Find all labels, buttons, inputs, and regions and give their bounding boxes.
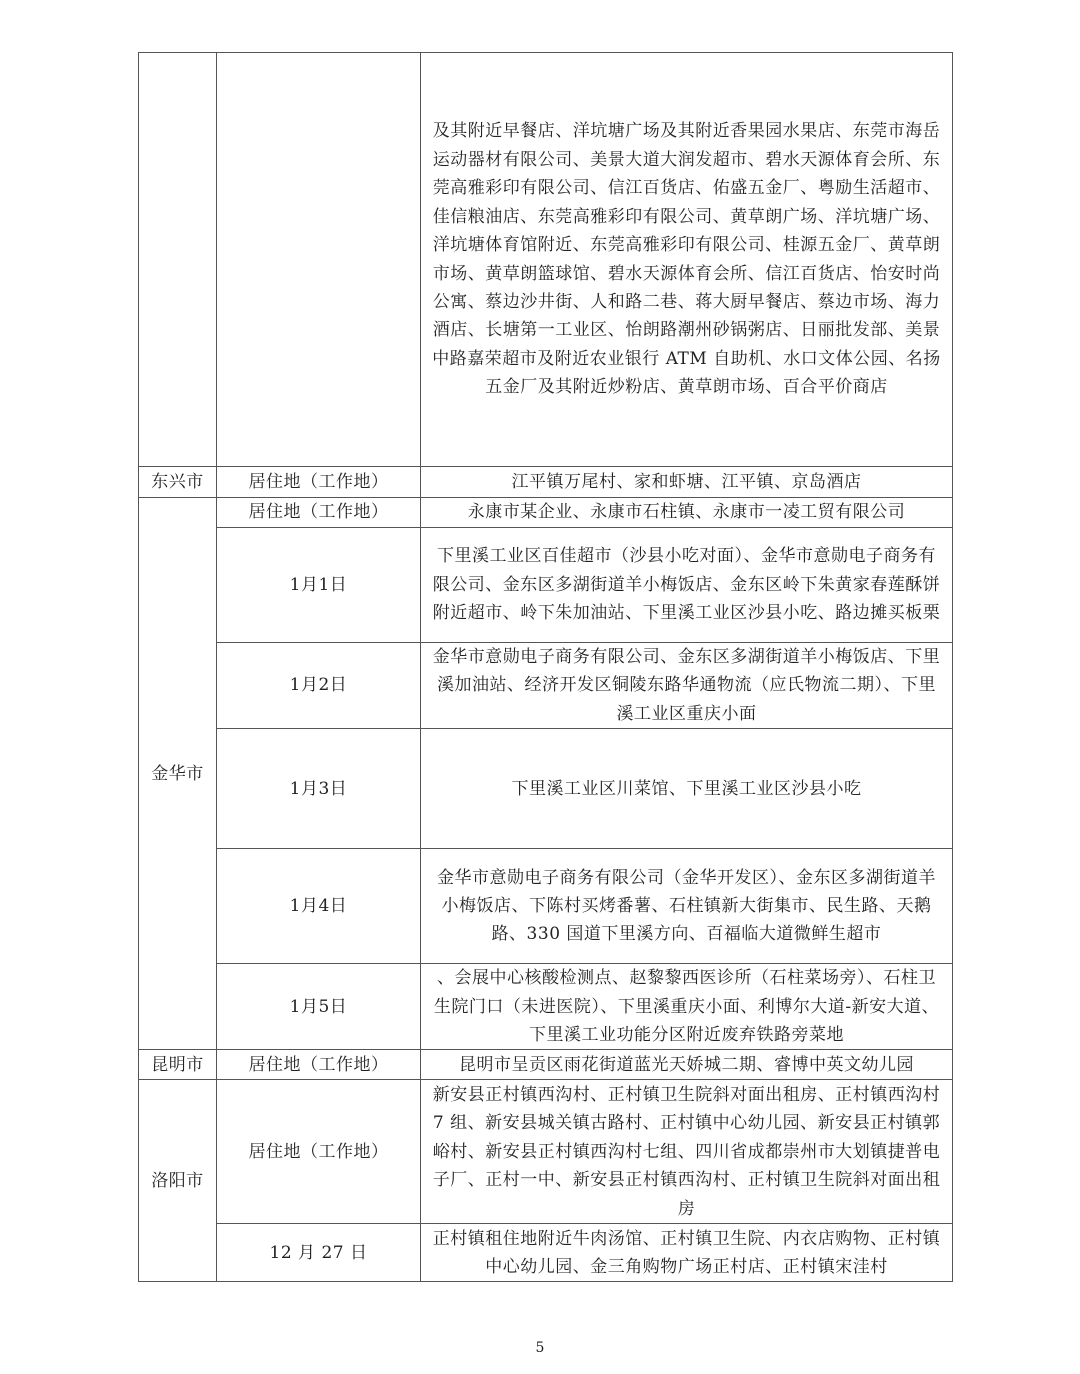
table-row [139, 849, 953, 964]
places-cell: 下里溪工业区川菜馆、下里溪工业区沙县小吃 [421, 729, 953, 849]
date-cell: 1月2日 [217, 643, 421, 729]
places-cell: 金华市意勋电子商务有限公司（金华开发区）、金东区多湖街道羊小梅饭店、下陈村买烤番薯、石柱镇新大街集市、民生路、天鹅路、330 国道下里溪方向、百福临大道微鲜生超市 [421, 849, 953, 964]
table-row [139, 498, 953, 528]
date-cell: 居住地（工作地） [217, 1050, 421, 1080]
table-row [139, 467, 953, 498]
places-cell: 下里溪工业区百佳超市（沙县小吃对面）、金华市意勋电子商务有限公司、金东区多湖街道羊小梅饭店、金东区岭下朱黄家春莲酥饼附近超市、岭下朱加油站、下里溪工业区沙县小吃、路边摊买板栗 [421, 528, 953, 643]
city-cell [139, 53, 217, 467]
table-row [139, 528, 953, 643]
table-row [139, 729, 953, 849]
places-cell: 永康市某企业、永康市石柱镇、永康市一凌工贸有限公司 [421, 498, 953, 528]
date-cell: 居住地（工作地） [217, 467, 421, 498]
places-cell: 昆明市呈贡区雨花街道蓝光天娇城二期、睿博中英文幼儿园 [421, 1050, 953, 1080]
table-row [139, 1080, 953, 1224]
places-table [138, 52, 953, 1282]
date-cell [217, 53, 421, 467]
date-cell: 12 月 27 日 [217, 1224, 421, 1282]
places-cell: 、会展中心核酸检测点、赵黎黎西医诊所（石柱菜场旁）、石柱卫生院门口（未进医院）、下里溪重庆小面、利博尔大道-新安大道、下里溪工业功能分区附近废弃铁路旁菜地 [421, 964, 953, 1050]
places-cell: 及其附近早餐店、洋坑塘广场及其附近香果园水果店、东莞市海岳运动器材有限公司、美景大道大润发超市、碧水天源体育会所、东莞高雅彩印有限公司、信江百货店、佑盛五金厂、粤励生活超市、佳信粮油店、东莞高雅彩印有限公司、黄草朗广场、洋坑塘广场、洋坑塘体育馆附近、东莞高雅彩印有限公司、桂源五金厂、黄草朗市场、黄草朗篮球馆、碧水天源体育会所、信江百货店、怡安时尚公寓、蔡边沙井街、人和路二巷、蒋大厨早餐店、蔡边市场、海力酒店、长塘第一工业区、怡朗路潮州砂锅粥店、日丽批发部、美景中路嘉荣超市及附近农业银行 ATM 自助机、水口文体公园、名扬五金厂及其附近炒粉店、黄草朗市场、百合平价商店 [421, 53, 953, 467]
date-cell: 1月5日 [217, 964, 421, 1050]
date-cell: 居住地（工作地） [217, 498, 421, 528]
page-number: 5 [535, 1340, 545, 1356]
date-cell: 1月4日 [217, 849, 421, 964]
table-row [139, 964, 953, 1050]
table-row [139, 53, 953, 467]
city-cell: 金华市 [139, 498, 217, 1050]
places-cell: 金华市意勋电子商务有限公司、金东区多湖街道羊小梅饭店、下里溪加油站、经济开发区铜陵东路华通物流（应氏物流二期）、下里溪工业区重庆小面 [421, 643, 953, 729]
date-cell: 居住地（工作地） [217, 1080, 421, 1224]
table-row [139, 1224, 953, 1282]
date-cell: 1月3日 [217, 729, 421, 849]
date-cell: 1月1日 [217, 528, 421, 643]
city-cell: 洛阳市 [139, 1080, 217, 1282]
places-cell: 正村镇租住地附近牛肉汤馆、正村镇卫生院、内衣店购物、正村镇中心幼儿园、金三角购物广场正村店、正村镇宋洼村 [421, 1224, 953, 1282]
city-cell: 东兴市 [139, 467, 217, 498]
city-cell: 昆明市 [139, 1050, 217, 1080]
table-row [139, 643, 953, 729]
table-row [139, 1050, 953, 1080]
places-cell: 新安县正村镇西沟村、正村镇卫生院斜对面出租房、正村镇西沟村 7 组、新安县城关镇古路村、正村镇中心幼儿园、新安县正村镇郭峪村、新安县正村镇西沟村七组、四川省成都崇州市大划镇捷普电子厂、正村一中、新安县正村镇西沟村、正村镇卫生院斜对面出租房 [421, 1080, 953, 1224]
places-cell: 江平镇万尾村、家和虾塘、江平镇、京岛酒店 [421, 467, 953, 498]
